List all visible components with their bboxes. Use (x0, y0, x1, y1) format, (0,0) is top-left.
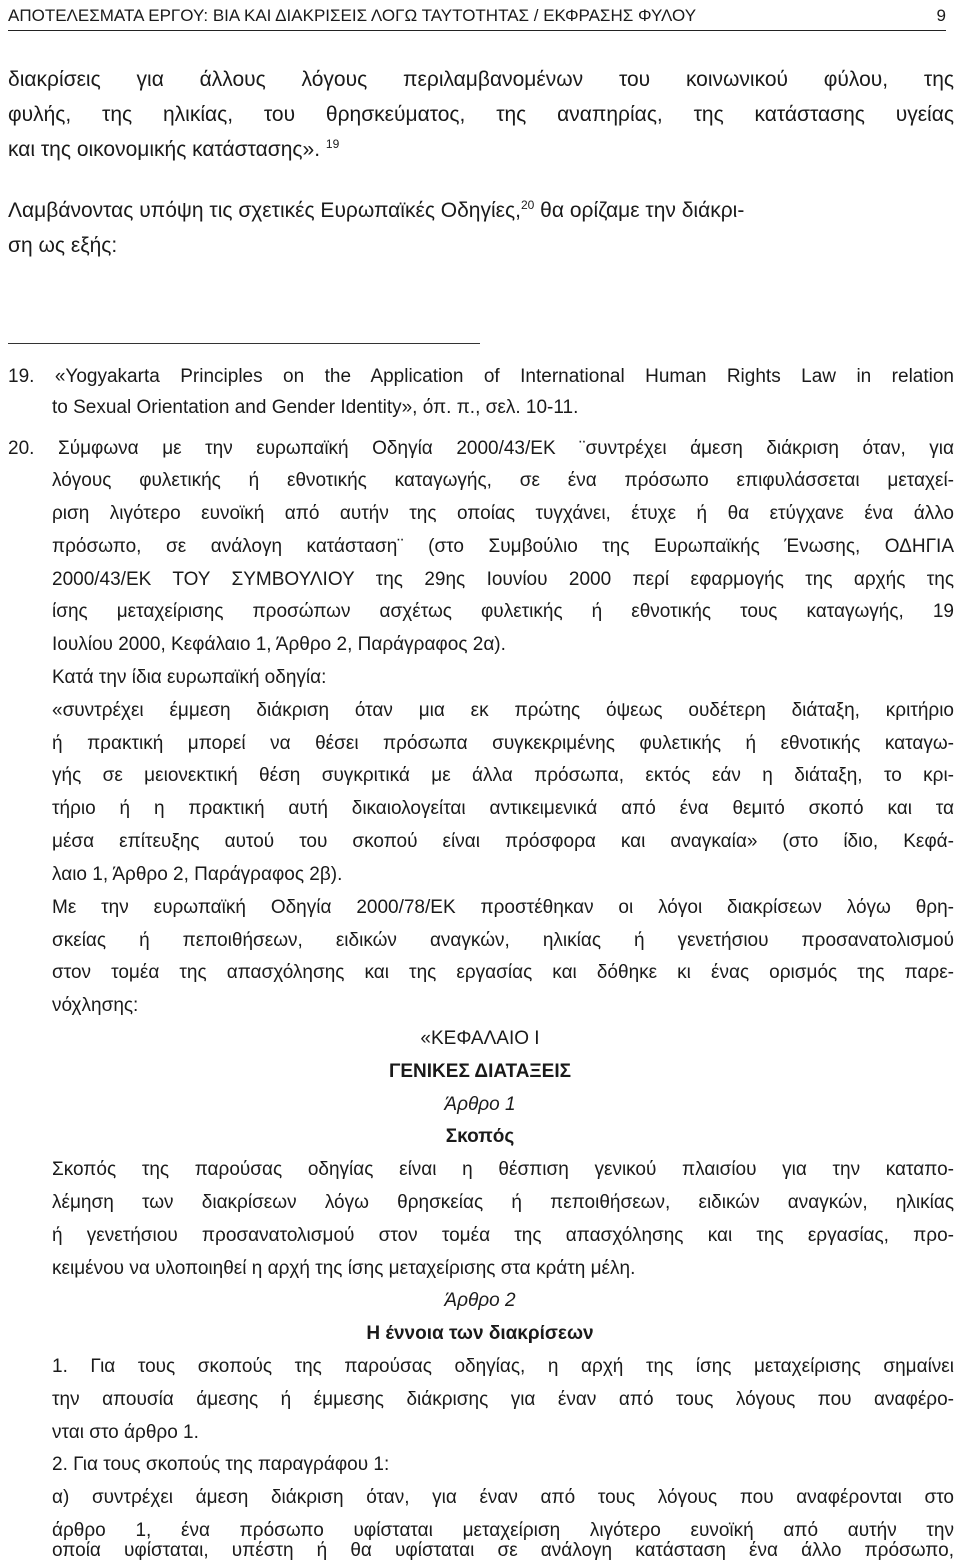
running-header (8, 4, 946, 31)
footnote-line: 19. «Yogyakarta Principles on the Application of International Human Rights Law in relation (8, 366, 954, 387)
footnote-ref-20: 20 (520, 198, 535, 212)
page-number: 9 (936, 6, 946, 25)
footnote-line: νόχλησης: (52, 995, 139, 1016)
footnote-line: ριση λιγότερο ευνοϊκή από αυτήν της οποίας τυγχάνει, έτυχε ή θα ετύγχανε ένα άλλο (52, 503, 954, 524)
body-text: και της οικονομικής κατάστασης». (8, 138, 321, 161)
body-text: θα ορίζαμε την διάκρι- (534, 199, 745, 222)
footnote-line: ή πρακτική μπορεί να θέσει πρόσωπα συγκεκριμένης φυλετικής ή εθνοτικής καταγω- (52, 733, 954, 754)
footnote-line: α) συντρέχει άμεση διάκριση όταν, για έναν από τους λόγους που αναφέρονται στο (52, 1487, 954, 1508)
body-text: Λαμβάνοντας υπόψη τις σχετικές Ευρωπαϊκές Οδηγίες, (8, 199, 521, 222)
footnote-line: Κατά την ίδια ευρωπαϊκή οδηγία: (52, 667, 327, 688)
article-title: Σκοπός (445, 1126, 515, 1147)
footnote-line: οποία υφίσταται, υπέστη ή θα υφίσταται σε ανάλογη κατάσταση ένα άλλο πρόσωπο, (52, 1540, 954, 1561)
footnote-line: Με την ευρωπαϊκή Οδηγία 2000/78/ΕΚ προστέθηκαν οι λόγοι διακρίσεων λόγω θρη- (52, 897, 954, 918)
article-heading: Άρθρο 1 (444, 1094, 516, 1115)
footnote-line: Ιουλίου 2000, Κεφάλαιο 1, Άρθρο 2, Παράγραφος 2α). (52, 634, 506, 655)
body-line (8, 136, 339, 164)
footnote-line: 2. Για τους σκοπούς της παραγράφου 1: (52, 1454, 390, 1475)
chapter-heading: «ΚΕΦΑΛΑΙΟ Ι (420, 1028, 540, 1049)
article-title: Η έννοια των διακρίσεων (366, 1323, 594, 1344)
footnote-line: 20. Σύμφωνα με την ευρωπαϊκή Οδηγία 2000/43/ΕΚ ¨συντρέχει άμεση διάκριση όταν, για (8, 438, 954, 459)
footnote-ref-19: 19 (325, 137, 340, 151)
footnote-line: γής σε μειονεκτική θέση συγκριτικά με άλλα πρόσωπα, εκτός εάν η διάταξη, το κρι- (52, 765, 954, 786)
footnote-line: μέσα επίτευξης αυτού του σκοπού είναι πρόσφορα και αναγκαία» (στο ίδιο, Κεφά- (52, 831, 954, 852)
footnote-line: στον τομέα της απασχόλησης και της εργασίας και δόθηκε κι ένας ορισμός της παρε- (52, 962, 954, 983)
body-line: ση ως εξής: (8, 234, 118, 257)
footnote-line: 1. Για τους σκοπούς της παρούσας οδηγίας, η αρχή της ίσης μεταχείρισης σημαίνει (52, 1356, 954, 1377)
body-line: διακρίσεις για άλλους λόγους περιλαμβανομένων του κοινωνικού φύλου, της (8, 68, 954, 91)
footnote-separator (8, 343, 480, 344)
body-line: φυλής, της ηλικίας, του θρησκεύματος, της αναπηρίας, της κατάστασης υγείας (8, 103, 954, 126)
footnote-line: άρθρο 1, ένα πρόσωπο υφίσταται μεταχείριση λιγότερο ευνοϊκή από αυτήν την (52, 1520, 954, 1541)
footnote-line: Σκοπός της παρούσας οδηγίας είναι η θέσπιση γενικού πλαισίου για την καταπο- (52, 1159, 954, 1180)
article-heading: Άρθρο 2 (444, 1290, 516, 1311)
footnote-line: νται στο άρθρο 1. (52, 1422, 199, 1443)
footnote-line: σκείας ή πεποιθήσεων, ειδικών αναγκών, ηλικίας ή γενετήσιου προσανατολισμού (52, 930, 954, 951)
footnote-line: τήριο ή η πρακτική αυτή δικαιολογείται αντικειμενικά από ένα θεμιτό σκοπό και τα (52, 798, 954, 819)
footnote-line: ή γενετήσιου προσανατολισμού στον τομέα της απασχόλησης και της εργασίας, προ- (52, 1225, 954, 1246)
footnote-line: πρόσωπο, σε ανάλογη κατάσταση¨ (στο Συμβούλιο της Ευρωπαϊκής Ένωσης, ΟΔΗΓΙΑ (52, 536, 954, 557)
footnote-line: ίσης μεταχείρισης προσώπων ασχέτως φυλετικής ή εθνοτικής τους καταγωγής, 19 (52, 601, 954, 622)
footnote-line: «συντρέχει έμμεση διάκριση όταν μια εκ πρώτης όψεως ουδέτερη διάταξη, κριτήριο (52, 700, 954, 721)
footnote-line: to Sexual Orientation and Gender Identity», όπ. π., σελ. 10-11. (52, 397, 579, 418)
chapter-title: ΓΕΝΙΚΕΣ ΔΙΑΤΑΞΕΙΣ (388, 1061, 572, 1082)
footnote-line: 2000/43/ΕΚ ΤΟΥ ΣΥΜΒΟΥΛΙΟΥ της 29ης Ιουνίου 2000 περί εφαρμογής της αρχής της (52, 569, 954, 590)
header-title: ΑΠΟΤΕΛΕΣΜΑΤΑ ΕΡΓΟΥ: ΒΙΑ ΚΑΙ ΔΙΑΚΡΙΣΕΙΣ ΛΟΓΩ ΤΑΥΤΟΤΗΤΑΣ / ΕΚΦΡΑΣΗΣ ΦΥΛΟΥ (8, 6, 697, 25)
footnote-line: λέμηση των διακρίσεων λόγω θρησκείας ή πεποιθήσεων, ειδικών αναγκών, ηλικίας (52, 1192, 954, 1213)
footnote-line: λαιο 1, Άρθρο 2, Παράγραφος 2β). (52, 864, 343, 885)
footnote-line: την απουσία άμεσης ή έμμεσης διάκρισης για έναν από τους λόγους που αναφέρο- (52, 1389, 954, 1410)
footnote-line: λόγους φυλετικής ή εθνοτικής καταγωγής, σε ένα πρόσωπο επιφυλάσσεται μεταχεί- (52, 470, 954, 491)
footnote-line: κειμένου να υλοποιηθεί η αρχή της ίσης μεταχείρισης στα κράτη μέλη. (52, 1258, 636, 1279)
body-line (8, 197, 954, 225)
